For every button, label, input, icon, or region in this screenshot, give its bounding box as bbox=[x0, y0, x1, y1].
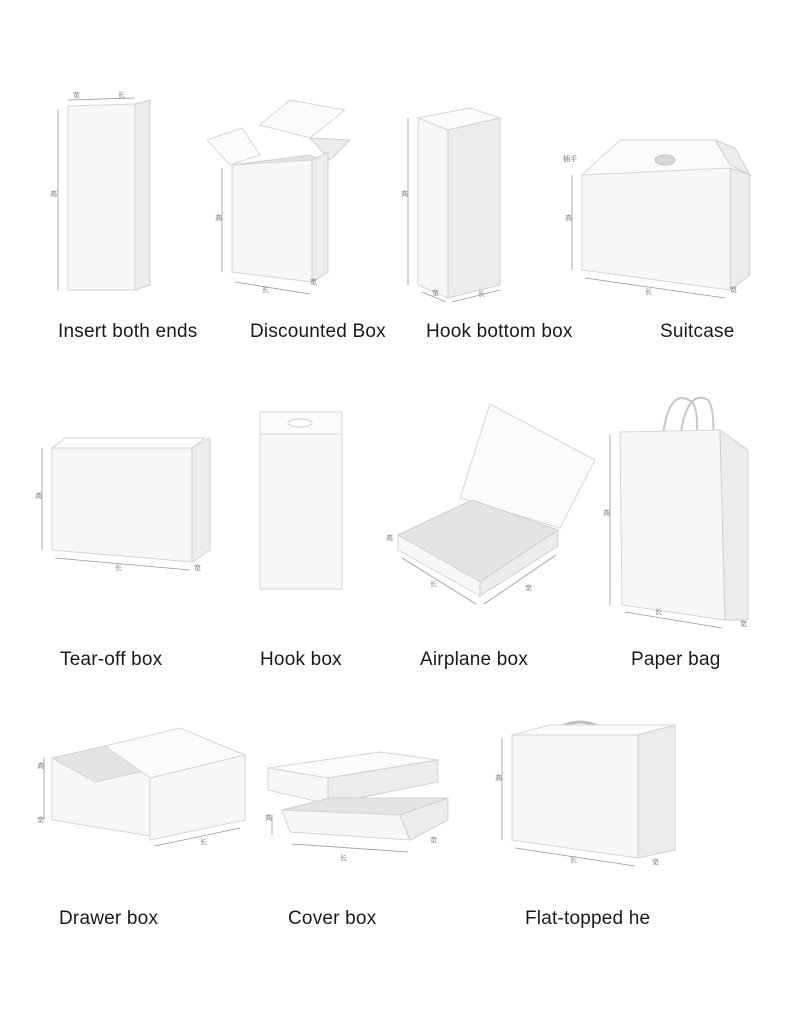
label-flat-topped-he: Flat-topped he bbox=[525, 908, 651, 929]
label-cover-box: Cover box bbox=[288, 908, 377, 929]
label-discounted-box: Discounted Box bbox=[250, 321, 386, 342]
box-suitcase bbox=[560, 0, 800, 342]
dim-length: 长 bbox=[118, 91, 125, 99]
box-airplane bbox=[380, 390, 600, 690]
dim-width: 宽 bbox=[37, 816, 44, 824]
dim-height: 高 bbox=[401, 190, 408, 198]
box-insert-both-ends bbox=[0, 0, 200, 342]
dim-width: 宽 bbox=[432, 289, 439, 297]
label-airplane-box: Airplane box bbox=[420, 649, 529, 670]
insert-both-ends-illustration bbox=[0, 0, 200, 310]
box-drawer bbox=[0, 710, 250, 940]
dim-height: 高 bbox=[565, 214, 572, 222]
label-drawer-box: Drawer box bbox=[59, 908, 159, 929]
dim-height: 高 bbox=[495, 774, 502, 782]
airplane-box-illustration bbox=[380, 390, 600, 690]
dim-height: 高 bbox=[386, 534, 393, 542]
paper-bag-illustration bbox=[600, 390, 800, 690]
dim-width: 宽 bbox=[310, 278, 317, 286]
dim-length: 长 bbox=[478, 290, 485, 298]
dim-height: 高 bbox=[265, 814, 272, 822]
label-suitcase: Suitcase bbox=[660, 321, 735, 342]
hook-box-illustration bbox=[240, 390, 380, 690]
dim-width: 宽 bbox=[194, 564, 201, 572]
box-cover bbox=[250, 710, 470, 940]
flat-topped-box-illustration bbox=[480, 710, 700, 940]
dim-length: 长 bbox=[262, 286, 269, 294]
label-tear-off-box: Tear-off box bbox=[60, 649, 163, 670]
tear-off-box-illustration bbox=[0, 390, 240, 690]
label-insert-both-ends: Insert both ends bbox=[58, 321, 198, 342]
dim-length: 长 bbox=[200, 838, 207, 846]
box-tear-off bbox=[0, 390, 240, 690]
box-flat-topped bbox=[480, 710, 700, 940]
suitcase-illustration bbox=[560, 0, 800, 310]
dim-length: 长 bbox=[570, 856, 577, 864]
dim-width: 宽 bbox=[525, 584, 532, 592]
dim-width: 宽 bbox=[730, 286, 737, 294]
box-hook bbox=[240, 390, 380, 690]
dim-length: 长 bbox=[645, 288, 652, 296]
dim-handle: 插手 bbox=[563, 155, 577, 163]
paper-bag bbox=[600, 390, 800, 690]
dim-height: 高 bbox=[603, 509, 610, 517]
dim-width: 宽 bbox=[430, 836, 437, 844]
dim-length: 长 bbox=[430, 580, 437, 588]
drawer-box-illustration bbox=[0, 710, 250, 940]
dim-width: 宽 bbox=[740, 620, 747, 628]
dim-height: 高 bbox=[35, 492, 42, 500]
dim-length: 长 bbox=[340, 854, 347, 862]
box-discounted bbox=[200, 0, 400, 342]
cover-box-illustration bbox=[250, 710, 470, 940]
discounted-box-illustration bbox=[200, 0, 400, 310]
dim-width: 宽 bbox=[73, 91, 80, 99]
dim-width: 宽 bbox=[652, 858, 659, 866]
label-paper-bag: Paper bag bbox=[631, 649, 721, 670]
dim-length: 长 bbox=[655, 608, 662, 616]
dim-height: 高 bbox=[215, 214, 222, 222]
label-hook-box: Hook box bbox=[260, 649, 342, 670]
dim-length: 长 bbox=[115, 564, 122, 572]
dim-height: 高 bbox=[37, 762, 44, 770]
dim-height: 高 bbox=[50, 190, 57, 198]
label-hook-bottom-box: Hook bottom box bbox=[426, 321, 573, 342]
